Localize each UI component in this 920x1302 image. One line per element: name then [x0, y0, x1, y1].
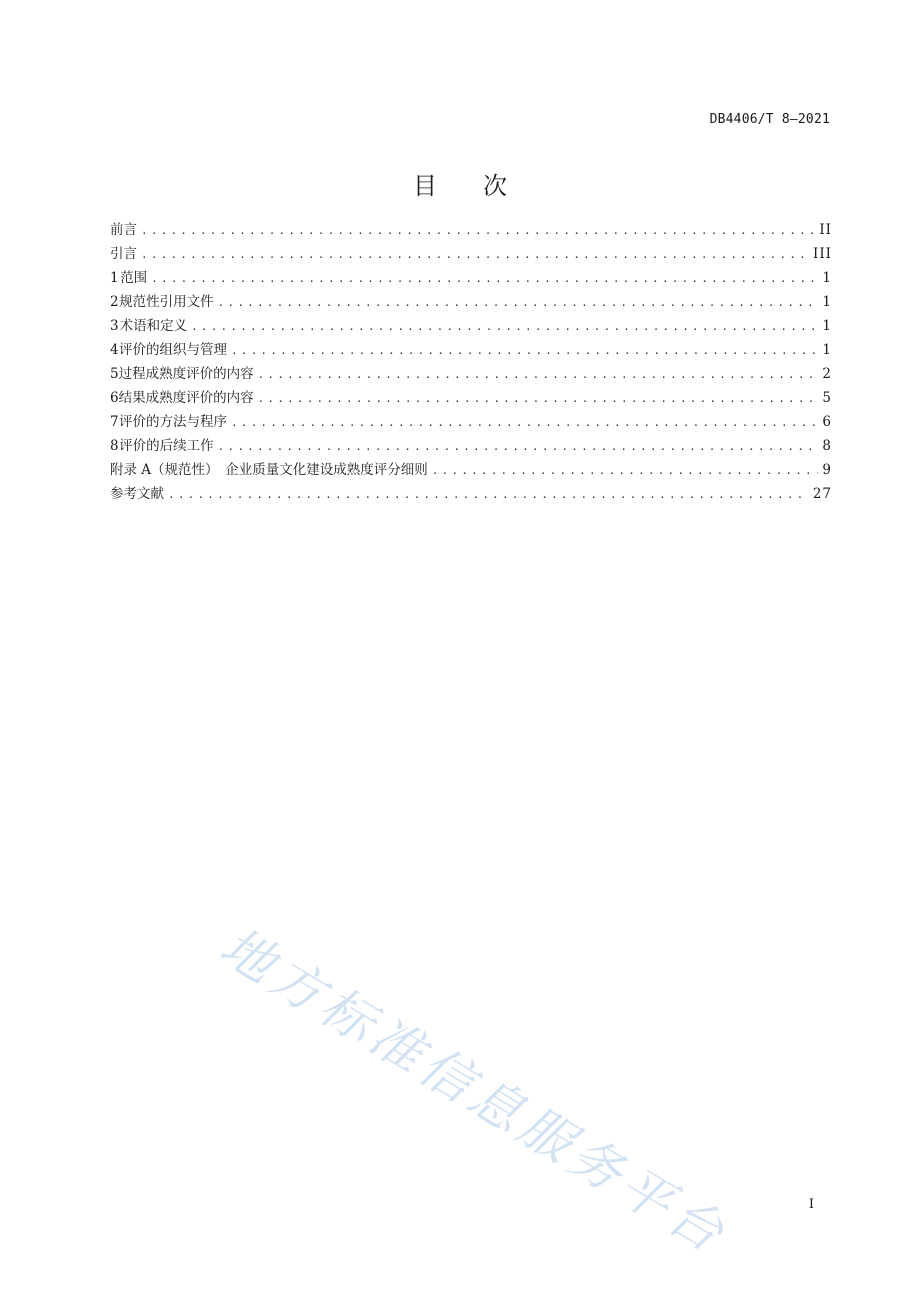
toc-leader	[231, 344, 818, 357]
toc-item-page: 6	[822, 414, 832, 430]
toc-leader	[432, 464, 819, 477]
toc-item-methods[interactable]	[110, 410, 832, 434]
page-number: I	[808, 1197, 814, 1212]
toc-item-page: 8	[822, 438, 832, 454]
toc-item-page: 1	[822, 342, 832, 358]
toc-item-page: 9	[822, 462, 832, 478]
toc-item-terms[interactable]	[110, 314, 832, 338]
toc-item-page: 1	[822, 294, 832, 310]
toc-item-page: 2	[822, 366, 832, 382]
toc-leader	[258, 368, 819, 381]
toc-item-process-maturity[interactable]	[110, 362, 832, 386]
toc-item-label: 评价的后续工作	[119, 438, 214, 454]
toc-item-number: 2	[110, 294, 119, 310]
toc-item-introduction[interactable]	[110, 242, 832, 266]
toc-item-number: 6	[110, 390, 119, 406]
toc-item-number: 5	[110, 366, 119, 382]
toc-item-organization[interactable]	[110, 338, 832, 362]
toc-item-label: 术语和定义	[119, 318, 188, 334]
toc-item-number: 7	[110, 414, 119, 430]
toc-item-label: 过程成熟度评价的内容	[118, 366, 254, 382]
toc-item-follow-up[interactable]	[110, 434, 832, 458]
toc-leader	[141, 248, 809, 261]
toc-item-label: 范围	[120, 270, 148, 286]
toc-leader	[141, 224, 815, 237]
toc-leader	[231, 416, 818, 429]
toc-item-page: 27	[812, 486, 832, 502]
toc-item-label: 参考文献	[110, 486, 164, 502]
toc-item-label: 评价的组织与管理	[118, 342, 227, 358]
toc-item-foreword[interactable]	[110, 218, 832, 242]
toc-item-page: II	[819, 222, 832, 238]
toc-leader	[151, 272, 818, 285]
toc-item-label: 引言	[110, 246, 137, 262]
watermark: 地方标准信息服务平台	[209, 916, 738, 1267]
toc-leader	[218, 296, 819, 309]
toc-leader	[168, 488, 809, 501]
toc-leader	[191, 320, 818, 333]
toc-leader	[258, 392, 819, 405]
toc-item-page: III	[813, 246, 832, 262]
toc-item-number: 4	[110, 342, 119, 358]
toc-item-label: 评价的方法与程序	[118, 414, 227, 430]
toc-item-normative-references[interactable]	[110, 290, 832, 314]
toc-item-number: 3	[110, 318, 119, 334]
doc-code: DB4406/T 8—2021	[709, 112, 830, 127]
toc-item-label: 规范性引用文件	[119, 294, 214, 310]
toc-item-label: 前言	[110, 222, 137, 238]
toc-item-bibliography[interactable]	[110, 482, 832, 506]
toc-item-scope[interactable]	[110, 266, 832, 290]
toc-leader	[218, 440, 819, 453]
toc-item-page: 1	[822, 270, 832, 286]
toc-item-page: 1	[822, 318, 832, 334]
toc-item-number: 8	[110, 438, 119, 454]
toc-item-label: 附录 A（规范性） 企业质量文化建设成熟度评分细则	[110, 462, 428, 478]
toc-item-result-maturity[interactable]	[110, 386, 832, 410]
toc-item-page: 5	[822, 390, 832, 406]
toc-title: 目次	[413, 172, 553, 200]
toc-item-appendix-a[interactable]	[110, 458, 832, 482]
toc-item-label: 结果成熟度评价的内容	[118, 390, 254, 406]
toc-item-number: 1	[110, 270, 119, 286]
toc-list	[110, 218, 832, 506]
